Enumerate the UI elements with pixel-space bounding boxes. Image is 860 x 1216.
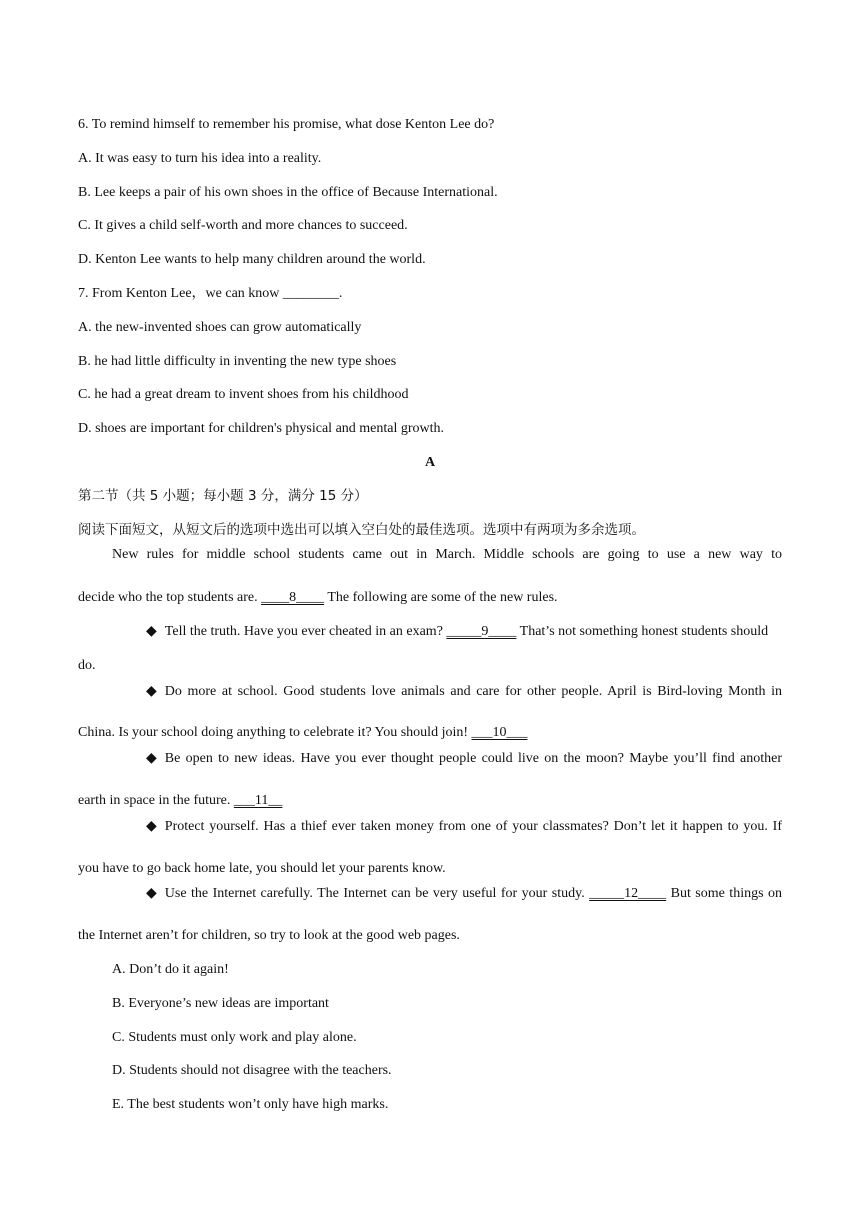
rule-5-text-post: But some things on (666, 886, 782, 902)
rule-4-text: Protect yourself. Has a thief ever taken money from one of your classmates? Don’t let it happen to you. If (164, 818, 782, 834)
rule-2-text: Do more at school. Good students love animals and care for other people. April is Bird-loving Month in (164, 683, 782, 699)
rule-1-text-post: That’s not something honest students should (516, 623, 769, 639)
blank-8: ____8____ (261, 590, 325, 606)
diamond-bullet-icon: ◆ (146, 751, 157, 767)
rule-1-line-1 (78, 615, 782, 649)
rule-3-line-1 (78, 750, 782, 784)
rule-3-line-2 (78, 784, 782, 818)
rule-1-text-pre: Tell the truth. Have you ever cheated in an exam? (164, 623, 447, 639)
rule-3-text-pre: earth in space in the future. (78, 792, 234, 808)
intro-text-post: The following are some of the new rules. (324, 590, 558, 606)
question-7-option-b: B. he had little difficulty in inventing the new type shoes (78, 353, 397, 369)
diamond-bullet-icon: ◆ (146, 683, 157, 699)
question-6-option-c: C. It gives a child self-worth and more chances to succeed. (78, 218, 408, 234)
rule-5-line-2: the Internet aren’t for children, so try to look at the good web pages. (78, 928, 460, 944)
intro-text-pre: decide who the top students are. (78, 590, 262, 606)
choice-b: B. Everyone’s new ideas are important (112, 995, 329, 1011)
rule-5-text-pre: Use the Internet carefully. The Internet can be very useful for your study. (164, 886, 590, 902)
document-page (78, 108, 782, 1122)
rule-5-line-1 (78, 885, 782, 919)
rule-4-line-2: you have to go back home late, you should let your parents know. (78, 860, 446, 876)
question-7-option-c: C. he had a great dream to invent shoes from his childhood (78, 387, 409, 403)
section-header: 第二节（共 5 小题；每小题 3 分，满分 15 分） (78, 487, 368, 504)
rule-1-line-2: do. (78, 657, 96, 673)
section-instructions: 阅读下面短文，从短文后的选项中选出可以填入空白处的最佳选项。选项中有两项为多余选项。 (78, 521, 645, 538)
diamond-bullet-icon: ◆ (146, 886, 157, 902)
choice-e: E. The best students won’t only have high marks. (112, 1097, 389, 1113)
question-6-stem: 6. To remind himself to remember his promise, what dose Kenton Lee do? (78, 117, 495, 132)
question-6-option-d: D. Kenton Lee wants to help many children around the world. (78, 252, 426, 268)
choice-a: A. Don’t do it again! (112, 961, 229, 977)
passage-intro-line-1: New rules for middle school students came out in March. Middle schools are going to use a new way to (112, 547, 782, 563)
choice-c: C. Students must only work and play alone. (112, 1029, 357, 1045)
section-letter: A (424, 454, 436, 470)
question-7-option-a: A. the new-invented shoes can grow automatically (78, 319, 362, 335)
passage-intro-line-2 (78, 581, 782, 615)
rule-4-line-1 (78, 818, 782, 852)
question-7-stem: 7. From Kenton Lee，we can know ________. (78, 285, 343, 301)
question-6-option-b: B. Lee keeps a pair of his own shoes in the office of Because International. (78, 184, 498, 200)
blank-11: ___11__ (233, 792, 283, 808)
rule-3-text: Be open to new ideas. Have you ever thought people could live on the moon? Maybe you’ll find another (164, 751, 782, 767)
rule-2-line-2 (78, 716, 782, 750)
rule-2-text-pre: China. Is your school doing anything to celebrate it? You should join! (78, 725, 472, 741)
question-6-option-a: A. It was easy to turn his idea into a reality. (78, 150, 322, 166)
choice-d: D. Students should not disagree with the teachers. (112, 1063, 392, 1079)
blank-9: _____9____ (446, 623, 517, 639)
diamond-bullet-icon: ◆ (146, 818, 157, 834)
question-7-option-d: D. shoes are important for children's physical and mental growth. (78, 421, 445, 437)
diamond-bullet-icon: ◆ (146, 623, 157, 639)
blank-12: _____12____ (589, 886, 667, 902)
blank-10: ___10___ (471, 725, 528, 741)
rule-2-line-1 (78, 683, 782, 717)
